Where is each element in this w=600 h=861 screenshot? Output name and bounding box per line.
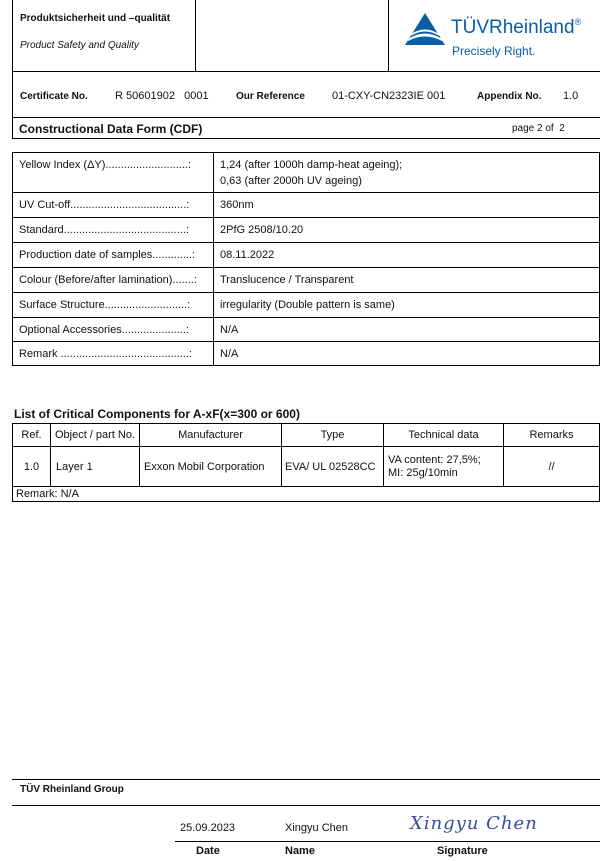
data-label: Yellow Index (ΔY)...........................: bbox=[13, 153, 214, 193]
components-remark: Remark: N/A bbox=[13, 487, 600, 502]
table-row bbox=[13, 487, 600, 502]
appendix-label: Appendix No. bbox=[477, 91, 542, 102]
data-value: N/A bbox=[214, 342, 600, 366]
certificate-label: Certificate No. bbox=[20, 91, 88, 102]
table-row bbox=[13, 153, 600, 193]
data-value: Translucence / Transparent bbox=[214, 268, 600, 293]
constructional-data-table bbox=[12, 152, 600, 366]
column-header: Object / part No. bbox=[51, 424, 140, 447]
table-row bbox=[13, 318, 600, 342]
form-title: Constructional Data Form (CDF) bbox=[19, 122, 203, 136]
column-header: Technical data bbox=[384, 424, 504, 447]
data-label: Remark ..........................................: bbox=[13, 342, 214, 366]
table-header-row bbox=[13, 424, 600, 447]
table-row bbox=[13, 193, 600, 218]
date-value: 25.09.2023 bbox=[180, 822, 236, 834]
data-value: 2PfG 2508/10.20 bbox=[214, 218, 600, 243]
page-indicator: page 2 of 2 bbox=[512, 123, 565, 134]
column-header: Remarks bbox=[504, 424, 600, 447]
header-divider bbox=[388, 0, 389, 72]
table-row bbox=[13, 342, 600, 366]
components-title: List of Critical Components for A-xF(x=300 or 600) bbox=[14, 407, 300, 421]
column-header: Ref. bbox=[13, 424, 51, 447]
header-divider bbox=[195, 0, 196, 72]
table-row bbox=[13, 293, 600, 318]
table-row bbox=[13, 218, 600, 243]
data-value: irregularity (Double pattern is same) bbox=[214, 293, 600, 318]
data-value: N/A bbox=[214, 318, 600, 342]
certificate-value: R 50601902 0001 bbox=[115, 90, 209, 102]
footer-divider bbox=[175, 841, 600, 842]
tuv-logo-icon bbox=[404, 12, 446, 46]
data-label: UV Cut-off......................................: bbox=[13, 193, 214, 218]
footer-divider bbox=[12, 779, 600, 780]
footer-divider bbox=[12, 805, 600, 806]
footer-group: TÜV Rheinland Group bbox=[20, 784, 124, 795]
data-value: 360nm bbox=[214, 193, 600, 218]
data-label: Colour (Before/after lamination).......: bbox=[13, 268, 214, 293]
data-value: 08.11.2022 bbox=[214, 243, 600, 268]
table-row bbox=[13, 447, 600, 487]
header-title-en: Product Safety and Quality bbox=[20, 40, 139, 51]
date-label: Date bbox=[196, 845, 220, 857]
brand-name: TÜVRheinland® bbox=[451, 17, 582, 38]
signature-label: Signature bbox=[437, 845, 488, 857]
table-row bbox=[13, 243, 600, 268]
reference-label: Our Reference bbox=[236, 91, 305, 102]
brand-tagline: Precisely Right. bbox=[452, 44, 536, 58]
object-cell: Layer 1 bbox=[51, 447, 140, 487]
appendix-value: 1.0 bbox=[563, 90, 579, 102]
data-label: Surface Structure...........................: bbox=[13, 293, 214, 318]
manufacturer-cell: Exxon Mobil Corporation bbox=[140, 447, 282, 487]
column-header: Manufacturer bbox=[140, 424, 282, 447]
table-row bbox=[13, 268, 600, 293]
remarks-cell: // bbox=[504, 447, 600, 487]
type-cell: EVA/ UL 02528CC bbox=[282, 447, 384, 487]
ref-cell: 1.0 bbox=[13, 447, 51, 487]
reference-value: 01-CXY-CN2323IE 001 bbox=[332, 90, 446, 102]
name-value: Xingyu Chen bbox=[285, 822, 348, 834]
components-table bbox=[12, 423, 600, 502]
data-value: 1,24 (after 1000h damp-heat ageing); 0,63 (after 2000h UV ageing) bbox=[214, 153, 600, 193]
data-label: Optional Accessories.....................: bbox=[13, 318, 214, 342]
column-header: Type bbox=[282, 424, 384, 447]
technical-data-cell: VA content: 27,5%; MI: 25g/10min bbox=[384, 447, 504, 487]
header-title-de: Produktsicherheit und –qualität bbox=[20, 13, 171, 24]
data-label: Standard........................................: bbox=[13, 218, 214, 243]
name-label: Name bbox=[285, 845, 315, 857]
signature-image: Xingyu Chen bbox=[410, 813, 538, 834]
data-label: Production date of samples.............: bbox=[13, 243, 214, 268]
